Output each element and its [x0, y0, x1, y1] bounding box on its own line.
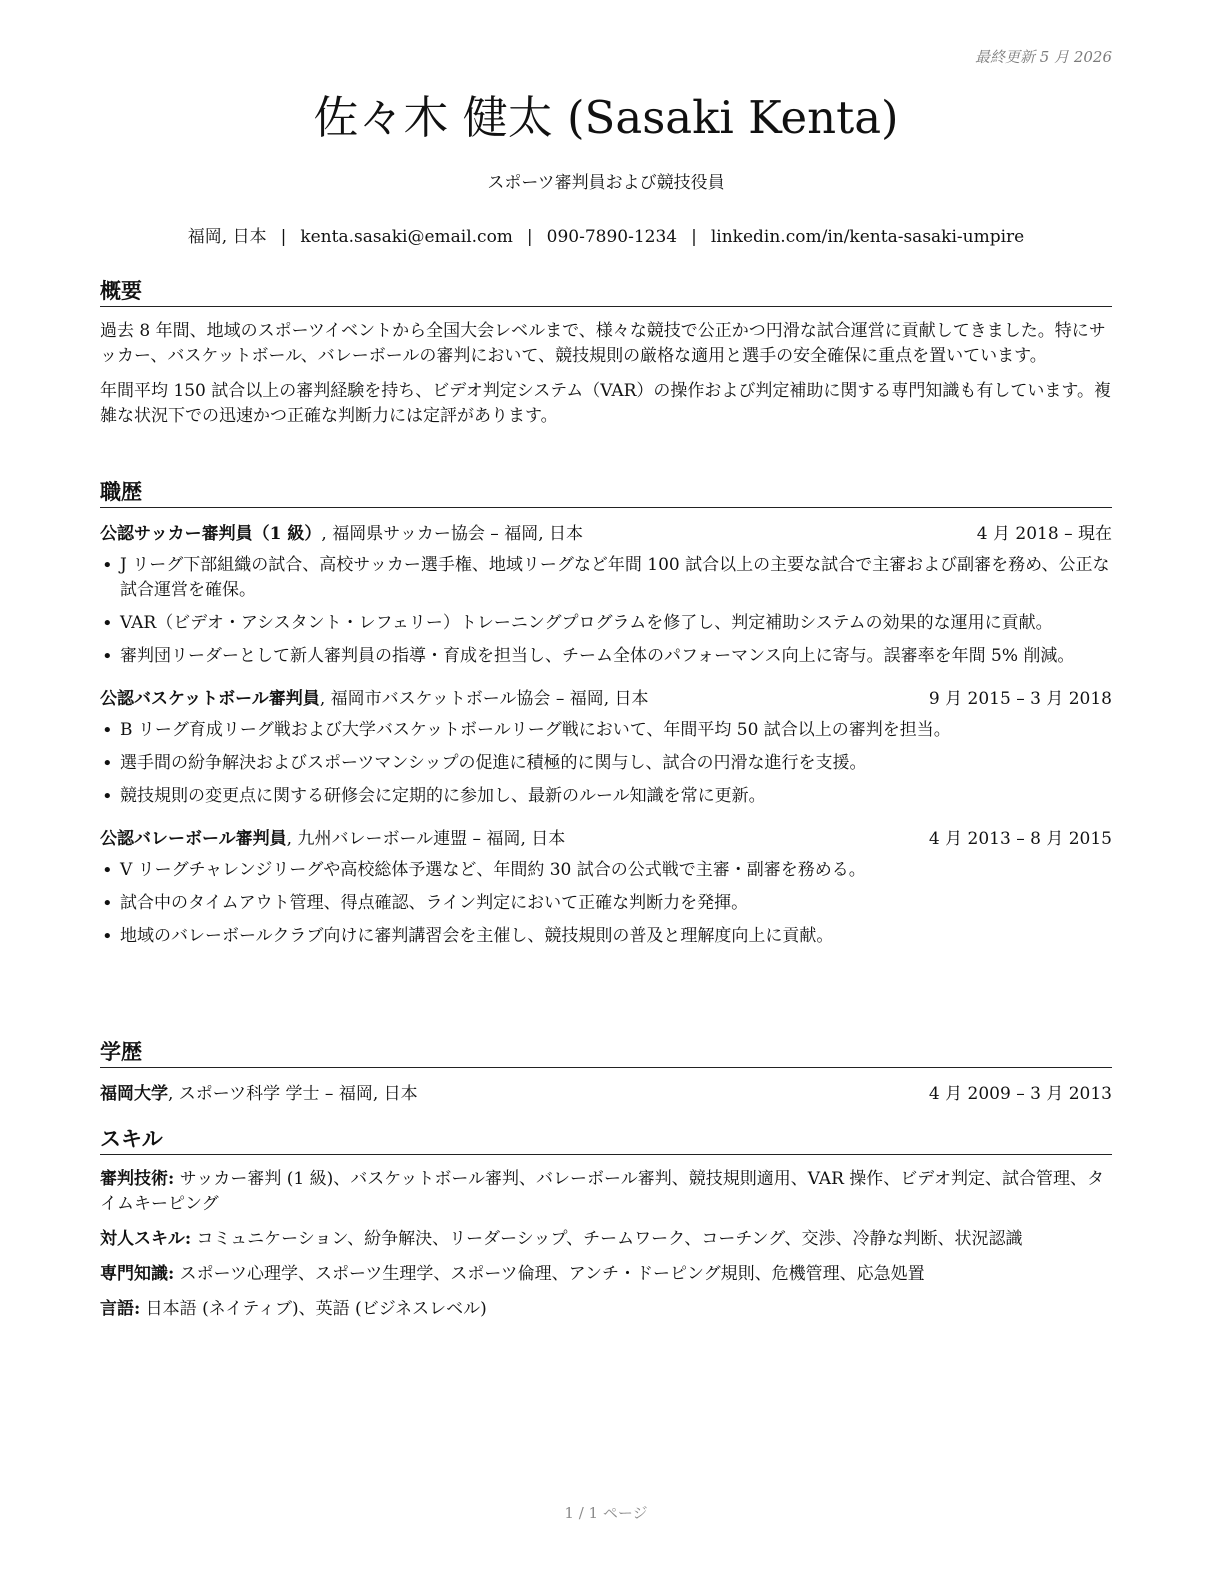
list-item: • 競技規則の変更点に関する研修会に定期的に参加し、最新のルール知識を常に更新。 [100, 784, 1112, 809]
skill-label: 専門知識: [100, 1264, 175, 1284]
skill-label: 審判技術: [100, 1169, 175, 1189]
education-entry [100, 1082, 1112, 1106]
job-entry [100, 827, 1112, 949]
job-bullets [100, 858, 1112, 949]
skills-section [100, 1124, 1112, 1322]
candidate-name: 佐々木 健太 (Sasaki Kenta) [313, 91, 899, 144]
job-bullets [100, 553, 1112, 669]
job-date: 9 月 2015 – 3 月 2018 [928, 689, 1112, 709]
job-title: 公認サッカー審判員（1 級） [100, 524, 322, 544]
education-date: 4 月 2009 – 3 月 2013 [928, 1084, 1112, 1104]
section-heading-experience: 職歴 [100, 477, 1112, 508]
contact-linkedin-link[interactable]: linkedin.com/in/kenta-sasaki-umpire [710, 227, 1025, 247]
job-organization: , 九州バレーボール連盟 – 福岡, 日本 [286, 829, 566, 849]
education-section [100, 1037, 1112, 1106]
contact-location: 福岡, 日本 [187, 227, 267, 247]
job-organization: , 福岡県サッカー協会 – 福岡, 日本 [321, 524, 584, 544]
job-organization: , 福岡市バスケットボール協会 – 福岡, 日本 [319, 689, 649, 709]
job-header [100, 827, 1112, 851]
section-heading-summary: 概要 [100, 276, 1112, 307]
skill-row [100, 1167, 1112, 1217]
job-title: 公認バスケットボール審判員 [100, 689, 320, 709]
contact-email-link[interactable]: kenta.sasaki@email.com [300, 227, 513, 247]
section-heading-skills: スキル [100, 1124, 1112, 1155]
page-number: 1 / 1 ページ [564, 1504, 648, 1522]
contact-separator: | [526, 227, 533, 247]
contact-separator: | [280, 227, 287, 247]
summary-paragraph: 年間平均 150 試合以上の審判経験を持ち、ビデオ判定システム（VAR）の操作および判定補助に関する専門知識も有しています。複雑な状況下での迅速かつ正確な判断力には定評があります。 [100, 381, 1112, 426]
job-entry [100, 522, 1112, 669]
list-item: • 試合中のタイムアウト管理、得点確認、ライン判定において正確な判断力を発揮。 [100, 891, 1112, 916]
summary-paragraph: 過去 8 年間、地域のスポーツイベントから全国大会レベルまで、様々な競技で公正かつ円滑な試合運営に貢献してきました。特にサッカー、バスケットボール、バレーボールの審判において、競技規則の厳格な適用と選手の安全確保に重点を置いています。 [100, 321, 1106, 366]
resume-page [100, 0, 1112, 1584]
experience-section [100, 477, 1112, 949]
list-item: • B リーグ育成リーグ戦および大学バスケットボールリーグ戦において、年間平均 50 試合以上の審判を担当。 [100, 718, 1112, 743]
skill-text: スポーツ心理学、スポーツ生理学、スポーツ倫理、アンチ・ドーピング規則、危機管理、応急処置 [174, 1264, 925, 1284]
list-item: • 選手間の紛争解決およびスポーツマンシップの促進に積極的に関与し、試合の円滑な進行を支援。 [100, 751, 1112, 776]
skill-text: サッカー審判 (1 級)、バスケットボール審判、バレーボール審判、競技規則適用、VAR 操作、ビデオ判定、試合管理、タイムキーピング [100, 1169, 1104, 1214]
skill-row [100, 1227, 1112, 1252]
contact-separator: | [691, 227, 697, 247]
job-date: 4 月 2018 – 現在 [976, 524, 1112, 544]
tagline: スポーツ審判員および競技役員 [487, 173, 725, 193]
job-header [100, 687, 1112, 711]
list-item: • 地域のバレーボールクラブ向けに審判講習会を主催し、競技規則の普及と理解度向上に貢献。 [100, 924, 1112, 949]
last-updated: 最終更新 5 月 2026 [974, 48, 1112, 66]
skill-label: 言語: [100, 1299, 141, 1319]
job-date: 4 月 2013 – 8 月 2015 [928, 829, 1112, 849]
section-heading-education: 学歴 [100, 1037, 1112, 1068]
skill-text: コミュニケーション、紛争解決、リーダーシップ、チームワーク、コーチング、交渉、冷静な判断、状況認識 [191, 1229, 1023, 1249]
school-name: 福岡大学 [100, 1084, 168, 1104]
skill-row [100, 1262, 1112, 1287]
job-header [100, 522, 1112, 546]
job-bullets [100, 718, 1112, 809]
degree-detail: , スポーツ科学 学士 – 福岡, 日本 [168, 1084, 418, 1104]
job-title: 公認バレーボール審判員 [100, 829, 287, 849]
contact-line [100, 226, 1112, 248]
job-entry [100, 687, 1112, 809]
skill-row [100, 1297, 1112, 1322]
list-item: • J リーグ下部組織の試合、高校サッカー選手権、地域リーグなど年間 100 試合以上の主要な試合で主審および副審を務め、公正な試合運営を確保。 [100, 553, 1112, 603]
summary-section [100, 276, 1112, 429]
contact-phone: 090-7890-1234 [546, 227, 678, 247]
skill-text: 日本語 (ネイティブ)、英語 (ビジネスレベル) [140, 1299, 487, 1319]
list-item: • VAR（ビデオ・アシスタント・レフェリー）トレーニングプログラムを修了し、判定補助システムの効果的な運用に貢献。 [100, 611, 1112, 636]
skill-label: 対人スキル: [100, 1229, 192, 1249]
list-item: • V リーグチャレンジリーグや高校総体予選など、年間約 30 試合の公式戦で主審・副審を務める。 [100, 858, 1112, 883]
list-item: • 審判団リーダーとして新人審判員の指導・育成を担当し、チーム全体のパフォーマンス向上に寄与。誤審率を年間 5% 削減。 [100, 644, 1112, 669]
